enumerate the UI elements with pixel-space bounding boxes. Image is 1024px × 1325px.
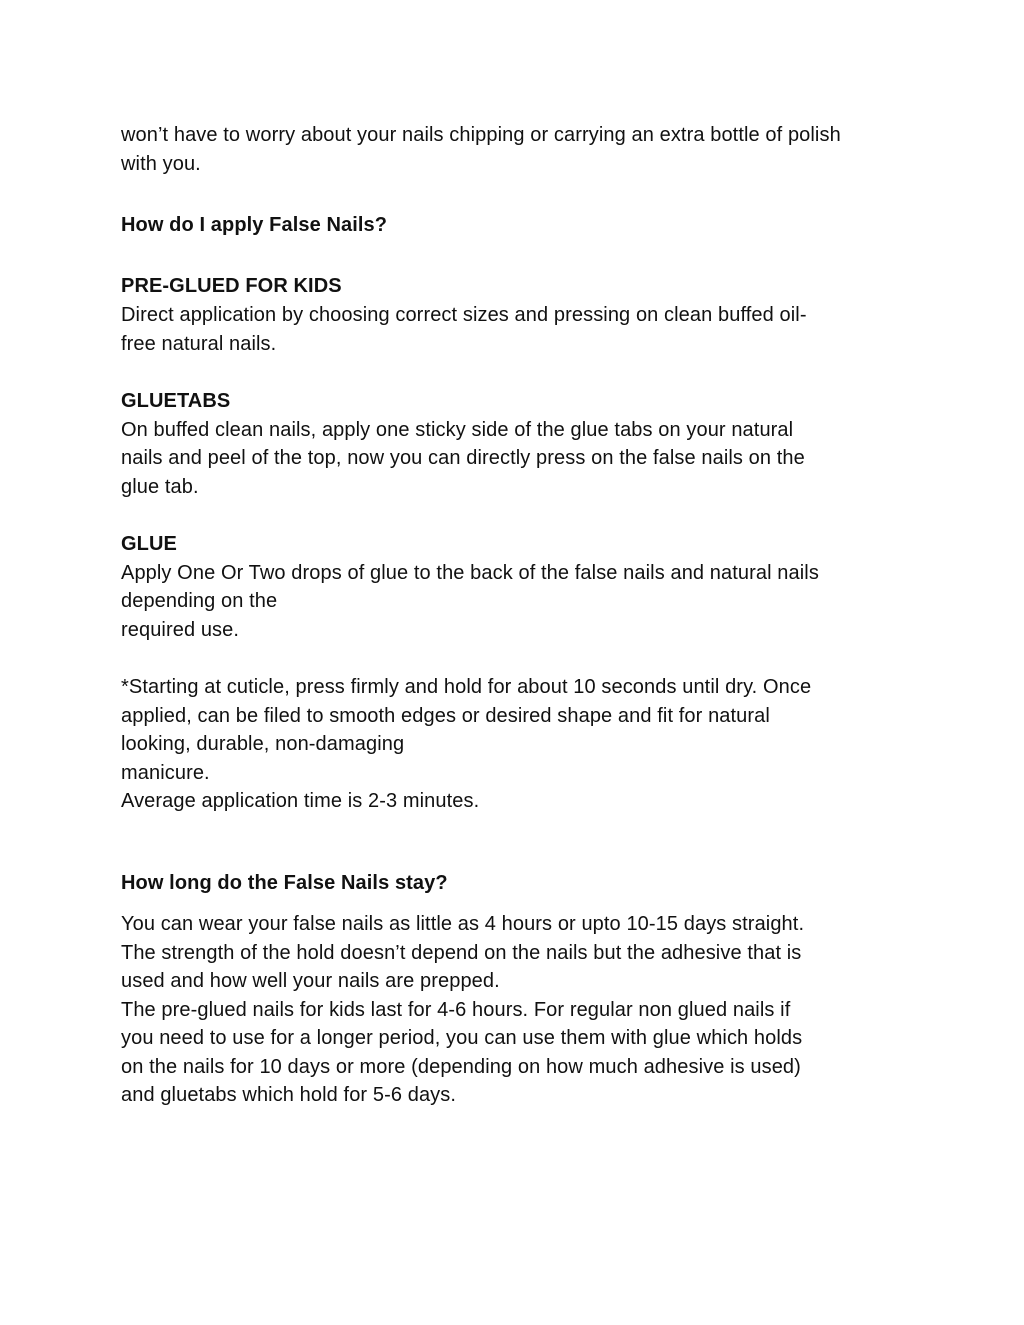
paragraph-line: Apply One Or Two drops of glue to the back of the false nails and natural nails	[121, 562, 819, 584]
note-line: looking, durable, non-damaging	[121, 733, 405, 755]
paragraph-line: The strength of the hold doesn’t depend on the nails but the adhesive that is	[121, 942, 802, 964]
note-line: Average application time is 2-3 minutes.	[121, 790, 480, 812]
subheading-glue: GLUE	[121, 533, 177, 555]
intro-text-line: with you.	[121, 153, 201, 175]
paragraph-line: used and how well your nails are prepped.	[121, 970, 500, 992]
note-line: manicure.	[121, 762, 210, 784]
paragraph-line: on the nails for 10 days or more (depending on how much adhesive is used)	[121, 1056, 801, 1078]
section-heading-stay: How long do the False Nails stay?	[121, 872, 448, 894]
subheading-gluetabs: GLUETABS	[121, 390, 231, 412]
paragraph-line: and gluetabs which hold for 5-6 days.	[121, 1084, 457, 1106]
intro-text-line: won’t have to worry about your nails chipping or carrying an extra bottle of polish	[121, 124, 841, 146]
note-line: applied, can be filed to smooth edges or desired shape and fit for natural	[121, 705, 770, 727]
paragraph-line: glue tab.	[121, 476, 199, 498]
section-heading-apply: How do I apply False Nails?	[121, 214, 388, 236]
paragraph-line: Direct application by choosing correct sizes and pressing on clean buffed oil-	[121, 304, 807, 326]
paragraph-line: The pre-glued nails for kids last for 4-6 hours. For regular non glued nails if	[121, 999, 791, 1021]
note-line: *Starting at cuticle, press firmly and hold for about 10 seconds until dry. Once	[121, 676, 812, 698]
paragraph-line: nails and peel of the top, now you can directly press on the false nails on the	[121, 447, 805, 469]
paragraph-line: On buffed clean nails, apply one sticky side of the glue tabs on your natural	[121, 419, 794, 441]
paragraph-line: required use.	[121, 619, 240, 641]
subheading-pre-glued: PRE-GLUED FOR KIDS	[121, 275, 342, 297]
paragraph-line: depending on the	[121, 590, 278, 612]
paragraph-line: free natural nails.	[121, 333, 277, 355]
paragraph-line: you need to use for a longer period, you can use them with glue which holds	[121, 1027, 803, 1049]
paragraph-line: You can wear your false nails as little as 4 hours or upto 10-15 days straight.	[121, 913, 805, 935]
